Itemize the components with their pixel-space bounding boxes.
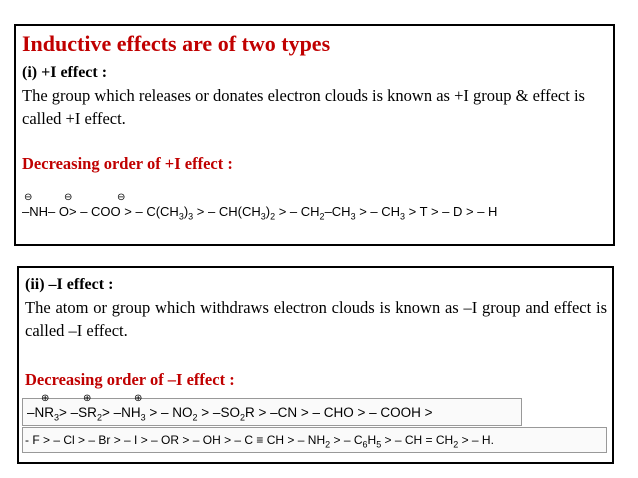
sr2-group: ⊕ > $-SR_2$ — [59, 393, 102, 423]
plus-i-order-formula — [22, 192, 498, 222]
so2r-group: > $-SO_2$ — [197, 405, 245, 423]
plus-i-effect-box — [14, 24, 615, 246]
minus-i-subheading: (ii) –I effect : — [25, 276, 114, 293]
negative-charge-icon: ⊖ — [24, 192, 33, 203]
minus-i-effect-box — [17, 266, 614, 464]
minus-i-order-heading: Decreasing order of –I effect : — [25, 370, 235, 389]
minus-i-order-line-2 — [25, 433, 494, 449]
ethyl-group: > – $CH_2-CH_3$ — [275, 204, 356, 222]
minus-i-description: The atom or group which withdraws electron clouds is known as –I group and effect is called –I effect. — [25, 298, 607, 340]
phenyl-group: > – $C_6H_5$ — [330, 433, 382, 450]
minus-i-order-line-1 — [27, 393, 433, 423]
slide-title: Inductive effects are of two types — [22, 31, 331, 56]
hydrogen-group: > – H. — [458, 433, 494, 447]
nh3-group: ⊕ > $-NH_3$ — [101, 393, 146, 423]
coo-group: ⊖ > – COO — [68, 192, 126, 219]
positive-charge-icon: ⊕ — [41, 393, 50, 404]
methyl-group: > – $CH_3$ — [355, 204, 406, 222]
plus-i-description: The group which releases or donates electron clouds is known as +I group & effect is called +I effect. — [22, 86, 585, 128]
halogen-groups: - F > – Cl > – Br > – I > – OR > – OH > – C ≡ CH > – $NH_2$ — [25, 433, 331, 450]
positive-charge-icon: ⊕ — [133, 393, 143, 404]
vinyl-group: > – CH = $CH_2$ — [381, 433, 459, 450]
remaining-groups-line-1: R > –CN > – CHO > – COOH > — [244, 405, 433, 420]
negative-charge-icon: ⊖ — [64, 192, 73, 203]
isopropyl-group: > – $CH(CH_3)_2$ — [193, 204, 276, 222]
o-group: ⊖ – O — [48, 192, 73, 219]
negative-charge-icon: ⊖ — [116, 192, 126, 203]
plus-i-subheading: (i) +I effect : — [22, 64, 108, 81]
no2-group: > – $NO_2$ — [145, 405, 198, 423]
nr3-group: ⊕ $-NR_3$ — [27, 393, 60, 423]
isotope-groups: > T > – D > – H — [405, 204, 498, 219]
positive-charge-icon: ⊕ — [83, 393, 92, 404]
nh-group: ⊖ –NH — [22, 192, 49, 219]
minus-i-order-strip-2 — [22, 427, 607, 453]
plus-i-order-heading: Decreasing order of +I effect : — [22, 154, 233, 173]
minus-i-order-strip-1 — [22, 393, 522, 426]
tert-butyl-group: > – $C(CH_3)_3$ — [120, 204, 194, 222]
